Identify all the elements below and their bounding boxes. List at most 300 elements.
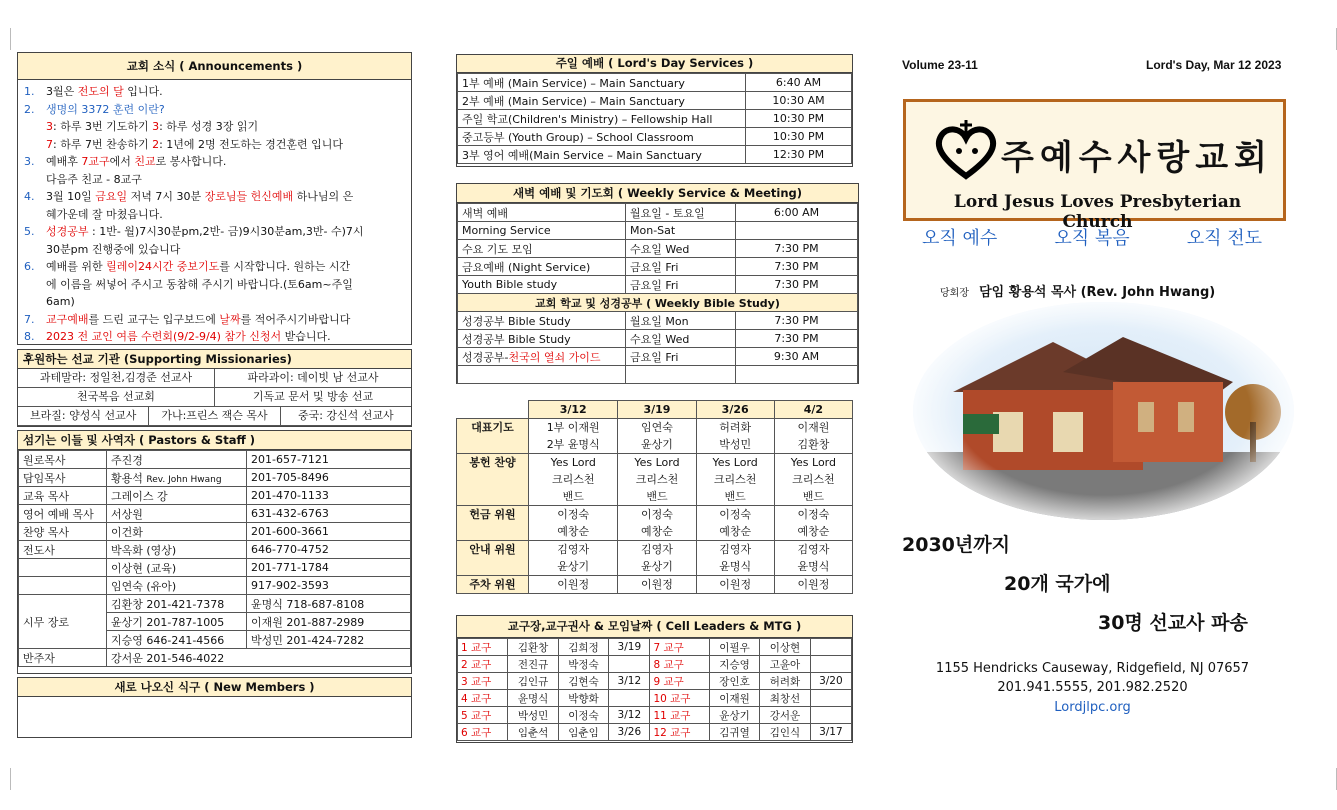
duty-cell (618, 454, 696, 506)
cells-table (457, 638, 852, 741)
cells-box (456, 615, 853, 743)
cell-group: 2 교구 (458, 656, 508, 673)
duty-name: 이원정 (557, 578, 590, 591)
duty-name: 크리스천 (713, 473, 757, 486)
duty-cell (696, 541, 774, 576)
announcement-line (24, 83, 407, 101)
staff-phone: 201-657-7121 (247, 451, 411, 469)
cell-value (810, 690, 851, 707)
weekly-title: 새벽 예배 및 기도회 ( Weekly Service & Meeting) (457, 184, 858, 203)
duty-name: 김영자 (557, 543, 590, 556)
announcement-text: 날짜 (219, 312, 241, 326)
bible-day: 금요일 Fri (626, 348, 736, 366)
vision-line-2: 20개 국가에 (1004, 573, 1111, 595)
staff-phone: 201-705-8496 (247, 469, 411, 487)
announcement-text: 를 드린 교구는 입구보드에 (88, 312, 220, 326)
announcement-text: 7교구 (81, 155, 110, 168)
pastor-prefix: 당회장 (940, 288, 969, 299)
bible-row (458, 348, 858, 366)
duty-name: 윤상기 (557, 560, 590, 573)
staff-row (19, 649, 411, 667)
staff-phone: 201-771-1784 (247, 559, 411, 577)
announcement-text: 생명의 3372 훈련 이란? (46, 102, 165, 116)
announcement-text: 를 적어주시기바랍니다 (240, 312, 351, 326)
announcement-text: 3 (152, 120, 160, 133)
elder-row (19, 595, 411, 613)
volume-label: Volume 23-11 (902, 58, 978, 72)
staff-role: 교육 목사 (19, 487, 107, 505)
announcement-text: 하나님의 은 (293, 190, 354, 203)
cell-value: 이재원 (709, 690, 759, 707)
cell-row (458, 724, 852, 741)
cell-value: 김현숙 (558, 673, 608, 690)
duty-cell (696, 506, 774, 541)
service-name: 주일 학교(Children's Ministry) – Fellowship Hall (458, 110, 746, 128)
announcement-text: : 하루 7번 찬송하기 (53, 137, 153, 151)
duty-name: 임연숙 (641, 421, 673, 434)
weekly-day: 금요일 Fri (626, 258, 736, 276)
weekly-row (458, 222, 858, 240)
announcement-text: 30분pm 진행중에 있습니다 (46, 242, 181, 256)
announcement-text: 2 (152, 137, 160, 151)
duty-cell (696, 419, 774, 454)
announcement-line (24, 153, 407, 171)
weekly-time: 7:30 PM (736, 276, 858, 294)
missionary-cell: 가나:프린스 잭슨 목사 (148, 407, 279, 425)
staff-role: 담임목사 (19, 469, 107, 487)
cell-value: 최창선 (760, 690, 810, 707)
announcement-text: 에 이름을 써넣어 주시고 동참해 주시기 바랍니다.(토6am~주일 (46, 277, 353, 291)
staff-role (19, 577, 107, 595)
duty-name: Yes Lord (790, 456, 836, 469)
vision-line-3: 30명 선교사 파송 (1098, 612, 1248, 634)
announcement-text: 3월 10일 (46, 190, 96, 203)
staff-name: 이건화 (107, 523, 247, 541)
duty-cell (696, 454, 774, 506)
church-photo (913, 302, 1294, 520)
duty-row (457, 541, 853, 576)
duty-name: 이정숙 (719, 508, 752, 521)
bible-row (458, 312, 858, 330)
cell-row (458, 707, 852, 724)
bible-day: 월요일 Mon (626, 312, 736, 330)
duty-cell (529, 576, 618, 594)
cell-group: 8 교구 (650, 656, 709, 673)
cell-group: 6 교구 (458, 724, 508, 741)
duty-name: 이원정 (797, 578, 830, 591)
duty-name: 이원정 (719, 578, 752, 591)
duty-label: 봉헌 찬양 (457, 454, 529, 506)
staff-name (107, 469, 247, 487)
services-box (456, 54, 853, 167)
bible-header-row (458, 294, 858, 312)
services-table (457, 73, 852, 164)
staff-phone: 646-770-4752 (247, 541, 411, 559)
address: 1155 Hendricks Causeway, Ridgefield, NJ 07657 (935, 661, 1250, 676)
staff-name: 그레이스 강 (107, 487, 247, 505)
staff-role (19, 559, 107, 577)
cell-value (609, 656, 650, 673)
church-building-image (913, 302, 1294, 520)
cell-value: 이상현 (760, 639, 810, 656)
duty-name: 김영자 (641, 543, 673, 556)
cell-row (458, 656, 852, 673)
date-label: Lord's Day, Mar 12 2023 (1146, 58, 1282, 72)
duty-name: 크리스천 (551, 473, 595, 486)
weekly-row (458, 276, 858, 294)
service-time: 10:30 PM (746, 128, 852, 146)
weekly-time (736, 222, 858, 240)
cell-value: 임춘임 (558, 724, 608, 741)
cell-value: 장인호 (709, 673, 759, 690)
cell-group: 9 교구 (650, 673, 709, 690)
staff-row (19, 559, 411, 577)
website-link[interactable]: Lordjlpc.org (1054, 700, 1131, 715)
cell-value: 김희정 (558, 639, 608, 656)
service-row (458, 92, 852, 110)
announcement-text: 저녁 7시 30분 (127, 190, 205, 203)
duty-name: 2부 윤명식 (546, 438, 600, 451)
staff-role: 원로목사 (19, 451, 107, 469)
cell-value: 3/26 (609, 724, 650, 741)
staff-phone: 917-902-3593 (247, 577, 411, 595)
announcement-text: 예배를 위한 (46, 260, 107, 273)
pastor-name: 담임 황용석 목사 (Rev. John Hwang) (979, 285, 1216, 300)
duty-name: 밴드 (646, 490, 668, 503)
announcement-line (24, 118, 407, 136)
announcement-line (24, 171, 407, 189)
duty-name: 예창순 (719, 525, 752, 538)
staff-name: 서상원 (107, 505, 247, 523)
bible-time: 9:30 AM (736, 348, 858, 366)
missionary-cell: 과테말라: 정일천,김경준 선교사 (39, 371, 193, 384)
staff-row (19, 523, 411, 541)
service-name: 중고등부 (Youth Group) – School Classroom (458, 128, 746, 146)
announcements-box (17, 52, 412, 345)
announcement-text: 교구예배 (46, 312, 89, 326)
bible-day: 수요일 Wed (626, 330, 736, 348)
duty-cell (774, 506, 852, 541)
service-name: 2부 예배 (Main Service) – Main Sanctuary (458, 92, 746, 110)
duty-cell (618, 506, 696, 541)
announcement-text: 다음주 친교 - 8교구 (46, 172, 142, 186)
cell-value: 이필우 (709, 639, 759, 656)
cell-value: 지승영 (709, 656, 759, 673)
cell-value: 박정숙 (558, 656, 608, 673)
service-time: 12:30 PM (746, 146, 852, 164)
item-number: 6. (24, 260, 35, 273)
announcement-line (24, 188, 407, 206)
elders-label: 시무 장로 (19, 595, 107, 649)
elder-cell: 윤명식 718-687-8108 (247, 595, 411, 613)
cell-group: 3 교구 (458, 673, 508, 690)
cell-value: 김귀열 (709, 724, 759, 741)
service-row (458, 110, 852, 128)
elder-cell: 이재원 201-887-2989 (247, 613, 411, 631)
empty-cell (458, 366, 626, 384)
bible-study-title: 교회 학교 및 성경공부 ( Weekly Bible Study) (458, 294, 858, 312)
announcements-title: 교회 소식 ( Announcements ) (18, 53, 411, 80)
staff-phone: 631-432-6763 (247, 505, 411, 523)
motto-2: 오직 복음 (1054, 228, 1130, 249)
duty-name: 이정숙 (641, 508, 673, 521)
cells-title: 교구장,교구권사 & 모임날짜 ( Cell Leaders & MTG ) (457, 616, 852, 638)
cell-value: 윤명식 (508, 690, 558, 707)
item-number: 4. (24, 190, 35, 203)
staff-name: 임연숙 (유아) (107, 577, 247, 595)
logo-korean-name: 주예수사랑교회 (1001, 138, 1273, 178)
duty-cell (696, 576, 774, 594)
staff-role: 전도사 (19, 541, 107, 559)
duty-name: 김영자 (797, 543, 830, 556)
missionary-cell: 천국복음 선교회 (77, 390, 155, 403)
cell-value: 허려화 (760, 673, 810, 690)
weekly-day: 수요일 Wed (626, 240, 736, 258)
duty-label: 주차 위원 (457, 576, 529, 594)
bible-name-text: 성경공부- (462, 350, 509, 364)
announcement-text: 를 시작합니다. 원하는 시간 (219, 260, 351, 273)
cell-value (609, 690, 650, 707)
duty-name: 예창순 (557, 525, 590, 538)
elder-cell: 지승영 646-241-4566 (107, 631, 247, 649)
cell-value: 윤상기 (709, 707, 759, 724)
staff-phone: 201-600-3661 (247, 523, 411, 541)
announcement-text: 입니다. (123, 85, 163, 98)
duty-name: 이원정 (641, 578, 673, 591)
item-number: 8. (24, 330, 35, 343)
staff-role: 찬양 목사 (19, 523, 107, 541)
duty-name: 예창순 (641, 525, 673, 538)
bible-time: 7:30 PM (736, 312, 858, 330)
announcement-text: 전도의 달 (77, 85, 124, 98)
church-logo (903, 99, 1286, 232)
missionaries-list (18, 369, 411, 426)
cell-value: 김환창 (508, 639, 558, 656)
duty-name: 허려화 (719, 421, 752, 434)
service-time: 6:40 AM (746, 74, 852, 92)
empty-cell (736, 366, 858, 384)
announcement-line (24, 241, 407, 259)
duty-name: 윤명식 (797, 560, 830, 573)
announcement-text: 3 (46, 120, 53, 133)
motto-row (922, 224, 1262, 250)
duty-box (456, 400, 853, 604)
cell-row (458, 673, 852, 690)
cell-value (810, 707, 851, 724)
duty-cell (529, 541, 618, 576)
duty-name: 이정숙 (557, 508, 590, 521)
duty-name: 예창순 (797, 525, 830, 538)
duty-name: 이정숙 (797, 508, 830, 521)
item-number: 7. (24, 312, 35, 326)
crop-mark (1325, 768, 1337, 790)
staff-table (18, 450, 411, 667)
staff-row (19, 577, 411, 595)
missionary-cell: 중국: 강신석 선교사 (280, 407, 411, 425)
crop-mark (10, 768, 22, 790)
cell-value: 3/12 (609, 707, 650, 724)
cell-group: 5 교구 (458, 707, 508, 724)
announcement-line (24, 136, 407, 154)
announcement-line (24, 206, 407, 224)
service-name: 3부 영어 예배(Main Service – Main Sanctuary (458, 146, 746, 164)
cell-value: 강서운 (760, 707, 810, 724)
staff-row (19, 541, 411, 559)
announcement-text: 6am) (46, 295, 75, 308)
missionary-cell: 파라과이: 데이빗 남 선교사 (214, 369, 411, 387)
weekly-name: 금요예배 (Night Service) (458, 258, 626, 276)
item-number: 5. (24, 225, 35, 238)
missionary-row (18, 369, 411, 388)
announcement-text: 예배후 (46, 155, 82, 168)
vision-line-1: 2030년까지 (902, 534, 1010, 556)
elder-cell: 박성민 201-424-7282 (247, 631, 411, 649)
duty-corner (457, 401, 529, 419)
announcement-text: 로 봉사합니다. (155, 155, 227, 168)
cell-group: 7 교구 (650, 639, 709, 656)
duty-date: 3/12 (529, 401, 618, 419)
announcement-text: 7 (46, 137, 53, 151)
announcement-line (24, 276, 407, 294)
staff-name: 주진경 (107, 451, 247, 469)
phone: 201.941.5555, 201.982.2520 (997, 680, 1188, 695)
staff-name-en: Rev. John Hwang (146, 474, 222, 485)
service-row (458, 128, 852, 146)
cell-row (458, 639, 852, 656)
announcement-text: 릴레이24시간 중보기도 (106, 260, 220, 273)
duty-row (457, 506, 853, 541)
duty-cell (529, 506, 618, 541)
bible-name: 성경공부 Bible Study (458, 330, 626, 348)
announcement-line (24, 293, 407, 311)
service-name: 1부 예배 (Main Service) – Main Sanctuary (458, 74, 746, 92)
duty-table (456, 400, 853, 594)
cell-group: 4 교구 (458, 690, 508, 707)
announcement-line (24, 223, 407, 241)
announcement-text: 받습니다. (281, 330, 331, 343)
duty-date: 3/19 (618, 401, 696, 419)
bible-row (458, 330, 858, 348)
weekly-day: 월요일 - 토요일 (626, 204, 736, 222)
cell-value: 박향화 (558, 690, 608, 707)
cell-group: 10 교구 (650, 690, 709, 707)
duty-date: 4/2 (774, 401, 852, 419)
announcement-text: 금요일 (95, 190, 128, 203)
weekly-empty-row (458, 366, 858, 384)
duty-name: 밴드 (724, 490, 746, 503)
staff-name: 이상현 (교육) (107, 559, 247, 577)
announcement-line (24, 258, 407, 276)
cell-value: 김인식 (760, 724, 810, 741)
staff-phone: 201-470-1133 (247, 487, 411, 505)
cell-value: 3/19 (609, 639, 650, 656)
duty-name: 이재원 (797, 421, 830, 434)
duty-name: 김영자 (719, 543, 752, 556)
cell-value: 김인규 (508, 673, 558, 690)
missionaries-box (17, 349, 412, 427)
weekly-name: Youth Bible study (458, 276, 626, 294)
duty-name: Yes Lord (634, 456, 680, 469)
weekly-row (458, 240, 858, 258)
cell-group: 11 교구 (650, 707, 709, 724)
services-title: 주일 예배 ( Lord's Day Services ) (457, 55, 852, 73)
duty-date-row (457, 401, 853, 419)
staff-name: 박옥화 (영상) (107, 541, 247, 559)
duty-cell (774, 454, 852, 506)
duty-name: 윤상기 (641, 560, 673, 573)
announcement-text: 에서 (109, 155, 135, 168)
duty-cell (774, 576, 852, 594)
bible-name-red: 천국의 열쇠 가이드 (508, 350, 601, 364)
crop-mark (10, 28, 22, 50)
cell-value: 3/17 (810, 724, 851, 741)
duty-name: 크리스천 (635, 473, 679, 486)
cell-row (458, 690, 852, 707)
new-members-box (17, 677, 412, 738)
cell-value: 3/20 (810, 673, 851, 690)
duty-name: Yes Lord (712, 456, 758, 469)
duty-cell (618, 576, 696, 594)
staff-row (19, 487, 411, 505)
cell-value: 임춘석 (508, 724, 558, 741)
announcement-text: 2023 전 교인 여름 수련회(9/2-9/4) 참가 신청서 (46, 330, 282, 343)
service-row (458, 146, 852, 164)
item-number: 3. (24, 155, 35, 168)
duty-name: 밴드 (802, 490, 825, 503)
new-members-title: 새로 나오신 식구 ( New Members ) (18, 678, 411, 697)
announcements-list (18, 80, 411, 346)
staff-row (19, 505, 411, 523)
duty-date: 3/26 (696, 401, 774, 419)
weekly-time: 7:30 PM (736, 240, 858, 258)
missionary-cell: 기독교 문서 및 방송 선교 (214, 388, 411, 406)
staff-name: 강서운 201-546-4022 (107, 649, 411, 667)
staff-box (17, 430, 412, 674)
service-row (458, 74, 852, 92)
missionary-cell: 브라질: 양성식 선교사 (29, 409, 137, 422)
cell-value (810, 656, 851, 673)
weekly-day: Mon-Sat (626, 222, 736, 240)
duty-name: 크리스천 (792, 473, 835, 486)
weekly-day: 금요일 Fri (626, 276, 736, 294)
duty-name: Yes Lord (550, 456, 596, 469)
cell-group: 1 교구 (458, 639, 508, 656)
missionary-row (18, 407, 411, 426)
staff-role: 영어 예배 목사 (19, 505, 107, 523)
cell-value: 전진규 (508, 656, 558, 673)
announcement-line (24, 328, 407, 346)
motto-1: 오직 예수 (922, 228, 998, 249)
weekly-time: 7:30 PM (736, 258, 858, 276)
staff-role: 반주자 (19, 649, 107, 667)
logo-english-name: Lord Jesus Loves Presbyterian Church (953, 192, 1242, 232)
missionaries-title: 후원하는 선교 기관 (Supporting Missionaries) (18, 350, 411, 369)
duty-name: 윤명식 (719, 560, 752, 573)
weekly-table (457, 203, 858, 384)
service-time: 10:30 AM (746, 92, 852, 110)
cell-value: 박성민 (508, 707, 558, 724)
staff-row (19, 469, 411, 487)
announcement-text: : 1반- 월)7시30분pm,2반- 금)9시30분am,3반- 수)7시 (88, 225, 364, 238)
duty-name: 1부 이재원 (546, 421, 600, 434)
duty-row (457, 454, 853, 506)
heart-logo-icon (931, 116, 1001, 186)
weekly-row (458, 204, 858, 222)
cell-value (810, 639, 851, 656)
announcement-text: : 하루 성경 3장 읽기 (159, 120, 259, 133)
cell-group: 12 교구 (650, 724, 709, 741)
weekly-box (456, 183, 859, 384)
